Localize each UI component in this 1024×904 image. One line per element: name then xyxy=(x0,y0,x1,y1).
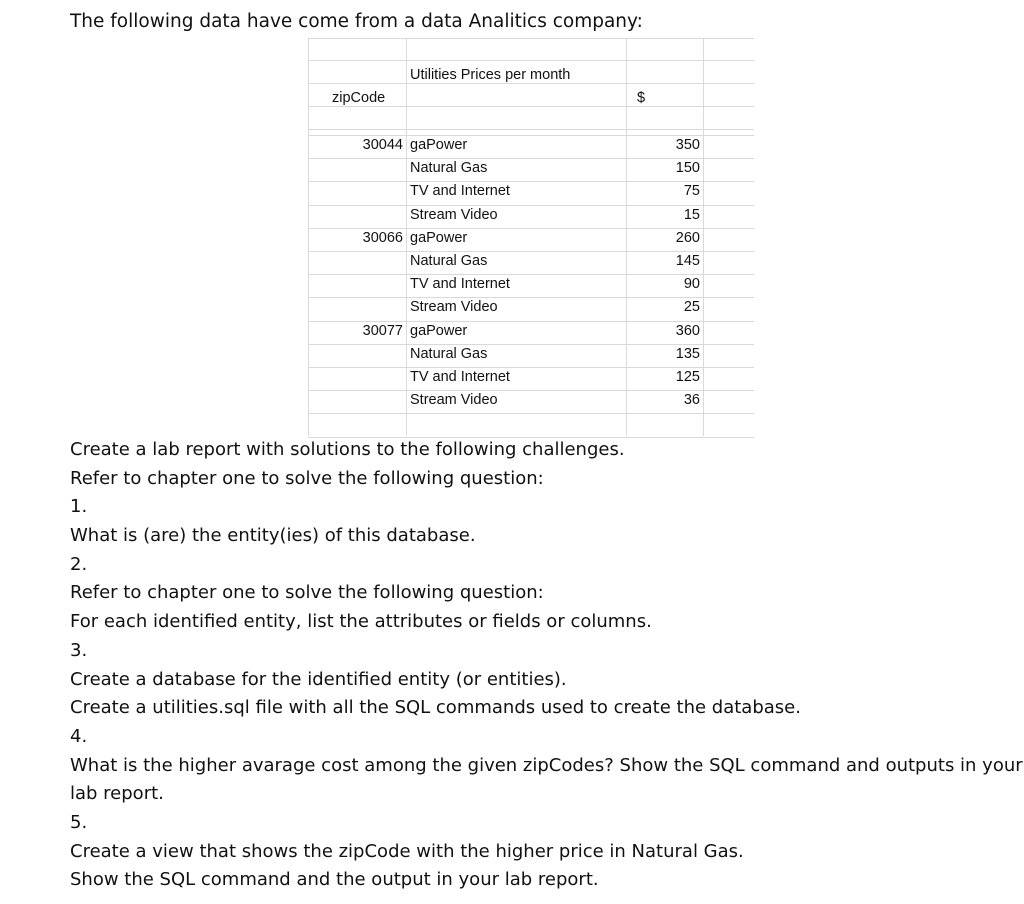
price-cell: 135 xyxy=(675,345,700,362)
zipcode-cell: 30077 xyxy=(362,322,403,339)
price-cell: 150 xyxy=(675,160,700,177)
instruction-line: Create a utilities.sql file with all the SQL commands used to create the database. xyxy=(70,697,801,719)
instruction-line: 1. xyxy=(70,496,88,518)
zipcode-cell xyxy=(308,389,403,412)
zipcode-cell xyxy=(308,366,403,389)
utility-cell: Natural Gas xyxy=(410,160,488,177)
utility-cell: TV and Internet xyxy=(410,183,510,200)
instruction-line: 2. xyxy=(70,553,88,575)
grid-line xyxy=(406,38,407,436)
instruction-line: What is (are) the entity(ies) of this database. xyxy=(70,525,476,547)
grid-line xyxy=(703,38,704,436)
zipcode-cell xyxy=(308,180,403,203)
utility-cell: TV and Internet xyxy=(410,276,510,293)
utility-cell: Stream Video xyxy=(410,299,498,316)
zipcode-cell: 30044 xyxy=(362,137,403,153)
header-zipcode: zipCode xyxy=(332,90,386,106)
utility-cell: gaPower xyxy=(410,322,468,339)
price-cell: 145 xyxy=(675,253,700,269)
zipcode-cell xyxy=(308,343,403,366)
utility-cell: Stream Video xyxy=(410,392,498,409)
instruction-line: Create a view that shows the zipCode with the higher price in Natural Gas. xyxy=(70,840,744,862)
utility-cell: gaPower xyxy=(410,229,468,246)
price-cell: 125 xyxy=(675,369,700,385)
price-cell: 360 xyxy=(675,322,700,339)
utility-cell: Natural Gas xyxy=(410,345,488,362)
instruction-line: 3. xyxy=(70,639,88,661)
instruction-line: Create a lab report with solutions to the following challenges. xyxy=(70,439,625,460)
instruction-line: Create a database for the identified entity (or entities). xyxy=(70,668,567,690)
utility-cell: TV and Internet xyxy=(410,369,510,385)
instruction-line: 5. xyxy=(70,811,88,833)
price-cell: 350 xyxy=(675,137,700,153)
grid-line xyxy=(308,413,754,414)
instruction-line: For each identified entity, list the attributes or fields or columns. xyxy=(70,611,652,633)
zipcode-cell xyxy=(308,273,403,296)
price-cell: 25 xyxy=(683,299,700,316)
instructions xyxy=(70,436,1023,895)
price-cell: 90 xyxy=(683,276,700,293)
spreadsheet-table xyxy=(308,38,754,436)
zipcode-cell xyxy=(308,250,403,273)
zipcode-cell xyxy=(308,204,403,227)
instruction-line: lab report. xyxy=(70,783,164,805)
instruction-line: Refer to chapter one to solve the following question: xyxy=(70,582,544,604)
price-cell: 75 xyxy=(683,183,700,200)
zipcode-cell xyxy=(308,157,403,180)
instruction-line: What is the higher avarage cost among the given zipCodes? Show the SQL command and outputs in your xyxy=(70,754,1023,776)
header-currency: $ xyxy=(636,90,646,106)
header-title: Utilities Prices per month xyxy=(410,67,571,83)
utility-cell: gaPower xyxy=(410,137,468,153)
instruction-line: Refer to chapter one to solve the following question: xyxy=(70,467,544,489)
utility-cell: Natural Gas xyxy=(410,253,488,269)
grid-line xyxy=(308,60,754,61)
price-cell: 36 xyxy=(683,392,700,409)
intro-text: The following data have come from a data Analitics company: xyxy=(70,11,643,32)
utility-cell: Stream Video xyxy=(410,206,498,223)
grid-line xyxy=(308,129,754,130)
grid-line xyxy=(308,38,754,39)
price-cell: 260 xyxy=(675,229,700,246)
zipcode-cell xyxy=(308,296,403,319)
instruction-line: Show the SQL command and the output in your lab report. xyxy=(70,869,599,891)
price-cell: 15 xyxy=(683,206,700,223)
zipcode-cell: 30066 xyxy=(362,229,403,246)
instruction-line: 4. xyxy=(70,725,88,747)
